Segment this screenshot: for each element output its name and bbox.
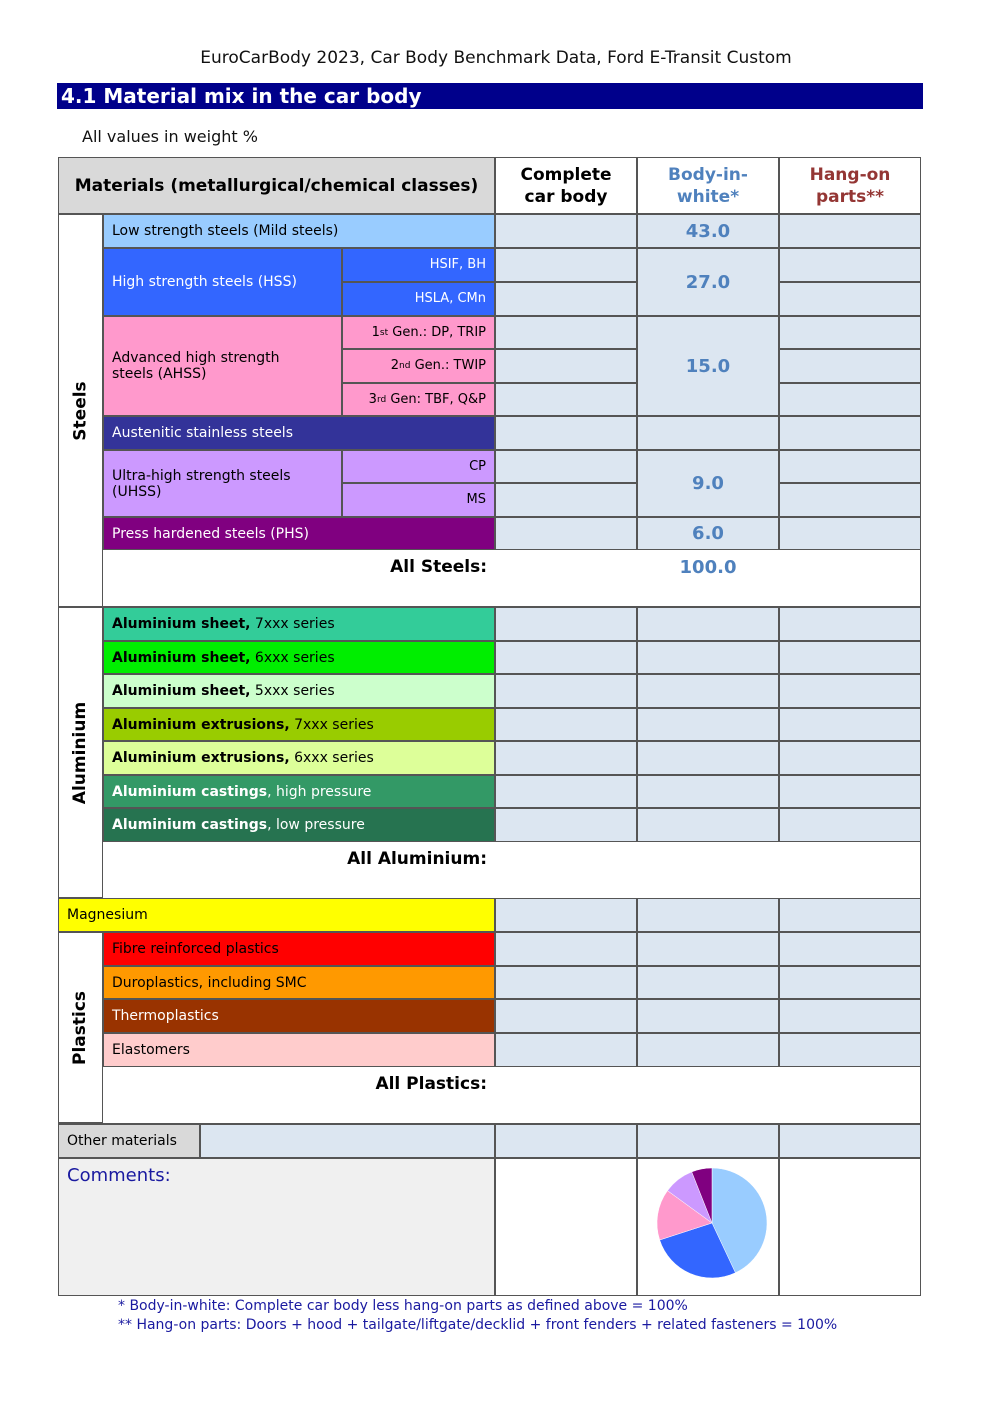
cell-complete-hsla [495, 282, 637, 316]
sub-ms: MS [342, 483, 495, 517]
group-label-aluminium: Aluminium [58, 607, 103, 898]
cell-complete-hsif [495, 248, 637, 282]
cell-complete-phs [495, 517, 637, 550]
row-aluminium-castings-low: Aluminium castings , low pressure [103, 808, 495, 842]
cell-biw-other [637, 1124, 779, 1158]
cell-biw-al-4 [637, 708, 779, 741]
cell-hang-low-strength [779, 214, 921, 248]
cell-complete-pl-1 [495, 932, 637, 966]
cell-biw-pl-3 [637, 999, 779, 1033]
row-duroplastics: Duroplastics, including SMC [103, 966, 495, 999]
cell-hang-pl-2 [779, 966, 921, 999]
row-thermoplastics: Thermoplastics [103, 999, 495, 1033]
cell-complete-al-3 [495, 674, 637, 708]
cell-complete-pl-2 [495, 966, 637, 999]
cell-hang-al-2 [779, 641, 921, 674]
cell-biw-al-2 [637, 641, 779, 674]
header-materials: Materials (metallurgical/chemical classes) [58, 157, 495, 214]
comments-label: Comments: [67, 1165, 171, 1186]
chart-cell-biw [637, 1158, 779, 1296]
cell-complete-al-6 [495, 775, 637, 808]
comments-box[interactable] [58, 1158, 495, 1296]
group-label-plastics: Plastics [58, 932, 103, 1123]
cell-complete-al-5 [495, 741, 637, 775]
row-austenitic-stainless-steels: Austenitic stainless steels [103, 416, 495, 450]
value-biw-hss: 27.0 [637, 248, 779, 316]
cell-complete-magnesium [495, 898, 637, 932]
cell-hang-al-5 [779, 741, 921, 775]
group-label-steels: Steels [58, 214, 103, 607]
all-steels-label: All Steels: [390, 557, 487, 577]
row-aluminium-sheet-5xxx: Aluminium sheet, 5xxx series [103, 674, 495, 708]
cell-hang-ahss-2 [779, 349, 921, 383]
cell-hang-ahss-3 [779, 383, 921, 416]
cell-biw-pl-1 [637, 932, 779, 966]
cell-other-materials-name [200, 1124, 495, 1158]
row-press-hardened-steels: Press hardened steels (PHS) [103, 517, 495, 550]
cell-biw-pl-2 [637, 966, 779, 999]
section-heading: 4.1 Material mix in the car body [57, 83, 923, 109]
cell-complete-al-1 [495, 607, 637, 641]
sub-3rd-gen: 3 rd Gen: TBF, Q&P [342, 383, 495, 416]
value-biw-ahss: 15.0 [637, 316, 779, 416]
units-note: All values in weight % [82, 127, 258, 146]
cell-biw-al-3 [637, 674, 779, 708]
cell-hang-al-3 [779, 674, 921, 708]
row-low-strength-steels: Low strength steels (Mild steels) [103, 214, 495, 248]
value-biw-all-steels: 100.0 [679, 556, 737, 578]
header-hang-on-parts: Hang-on parts** [779, 157, 921, 214]
cell-complete-austenitic [495, 416, 637, 450]
cell-hang-other [779, 1124, 921, 1158]
chart-cell-complete [495, 1158, 637, 1296]
row-magnesium: Magnesium [58, 898, 495, 932]
header-complete-car-body: Complete car body [495, 157, 637, 214]
footnote-hang-on-parts: ** Hang-on parts: Doors + hood + tailgate/liftgate/decklid + front fenders + related fasteners = 100% [118, 1317, 838, 1333]
cell-biw-al-6 [637, 775, 779, 808]
cell-hang-austenitic [779, 416, 921, 450]
sub-cp: CP [342, 450, 495, 483]
sub-hsla-cmn: HSLA, CMn [342, 282, 495, 316]
sub-1st-gen: 1 st Gen.: DP, TRIP [342, 316, 495, 349]
cell-complete-pl-4 [495, 1033, 637, 1067]
cell-complete-ms [495, 483, 637, 517]
cell-complete-al-4 [495, 708, 637, 741]
cell-hang-ahss-1 [779, 316, 921, 349]
cell-hang-cp [779, 450, 921, 483]
cell-complete-other [495, 1124, 637, 1158]
cell-complete-al-7 [495, 808, 637, 842]
biw-pie-chart [638, 1159, 778, 1295]
header-body-in-white: Body-in- white* [637, 157, 779, 214]
cell-biw-al-7 [637, 808, 779, 842]
cell-complete-ahss-3 [495, 383, 637, 416]
cell-hang-pl-3 [779, 999, 921, 1033]
chart-cell-hang [779, 1158, 921, 1296]
cell-hang-pl-4 [779, 1033, 921, 1067]
document-title: EuroCarBody 2023, Car Body Benchmark Data, Ford E-Transit Custom [200, 48, 792, 68]
cell-hang-pl-1 [779, 932, 921, 966]
cell-biw-austenitic [637, 416, 779, 450]
cell-hang-ms [779, 483, 921, 517]
sub-hsif-bh: HSIF, BH [342, 248, 495, 282]
row-elastomers: Elastomers [103, 1033, 495, 1067]
row-fibre-reinforced-plastics: Fibre reinforced plastics [103, 932, 495, 966]
cell-biw-pl-4 [637, 1033, 779, 1067]
row-aluminium-sheet-6xxx: Aluminium sheet, 6xxx series [103, 641, 495, 674]
row-aluminium-extrusions-7xxx: Aluminium extrusions, 7xxx series [103, 708, 495, 741]
cell-hang-al-1 [779, 607, 921, 641]
cell-complete-ahss-2 [495, 349, 637, 383]
sub-2nd-gen: 2 nd Gen.: TWIP [342, 349, 495, 383]
cell-hang-hsif [779, 248, 921, 282]
all-aluminium-label: All Aluminium: [347, 849, 487, 869]
value-biw-low-strength: 43.0 [637, 214, 779, 248]
row-aluminium-castings-high: Aluminium castings , high pressure [103, 775, 495, 808]
row-aluminium-sheet-7xxx: Aluminium sheet, 7xxx series [103, 607, 495, 641]
cell-hang-al-7 [779, 808, 921, 842]
cell-hang-hsla [779, 282, 921, 316]
row-other-materials: Other materials [58, 1124, 200, 1158]
cell-hang-magnesium [779, 898, 921, 932]
cell-biw-al-1 [637, 607, 779, 641]
row-ultra-high-strength-steels: Ultra-high strength steels (UHSS) [103, 450, 342, 517]
cell-biw-al-5 [637, 741, 779, 775]
cell-complete-pl-3 [495, 999, 637, 1033]
value-biw-uhss: 9.0 [637, 450, 779, 517]
cell-hang-al-4 [779, 708, 921, 741]
value-biw-phs: 6.0 [637, 517, 779, 550]
cell-complete-al-2 [495, 641, 637, 674]
cell-complete-ahss-1 [495, 316, 637, 349]
footnote-body-in-white: * Body-in-white: Complete car body less hang-on parts as defined above = 100% [118, 1298, 688, 1314]
row-high-strength-steels: High strength steels (HSS) [103, 248, 342, 316]
row-aluminium-extrusions-6xxx: Aluminium extrusions, 6xxx series [103, 741, 495, 775]
cell-biw-magnesium [637, 898, 779, 932]
cell-complete-low-strength [495, 214, 637, 248]
row-advanced-high-strength-steels: Advanced high strength steels (AHSS) [103, 316, 342, 416]
all-plastics-label: All Plastics: [375, 1074, 487, 1094]
cell-hang-phs [779, 517, 921, 550]
cell-hang-al-6 [779, 775, 921, 808]
cell-complete-cp [495, 450, 637, 483]
